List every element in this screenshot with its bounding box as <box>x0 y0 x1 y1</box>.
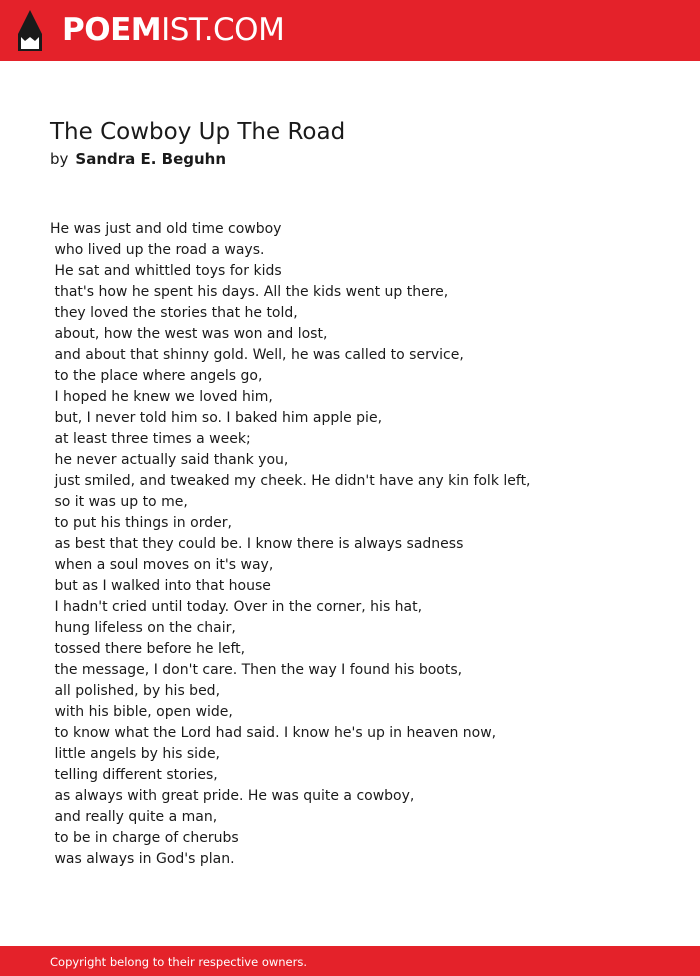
poem-line: to be in charge of cherubs <box>50 830 239 846</box>
poem-line: but as I walked into that house <box>50 578 271 594</box>
author-name: Sandra E. Beguhn <box>75 150 227 168</box>
poem-line: telling different stories, <box>50 767 218 783</box>
poem-line: hung lifeless on the chair, <box>50 620 236 636</box>
poem-line: I hadn't cried until today. Over in the corner, his hat, <box>50 599 423 615</box>
poem-line: to know what the Lord had said. I know he's up in heaven now, <box>50 725 497 741</box>
poem-line: who lived up the road a ways. <box>50 242 265 258</box>
pencil-tip-icon <box>18 10 42 51</box>
poem-line: He was just and old time cowboy <box>50 221 282 237</box>
poem-line: I hoped he knew we loved him, <box>50 389 273 405</box>
poem-line: he never actually said thank you, <box>50 452 289 468</box>
poem-line: tossed there before he left, <box>50 641 246 657</box>
poem-line: they loved the stories that he told, <box>50 305 298 321</box>
poem-body <box>50 219 670 870</box>
poem-line: as always with great pride. He was quite a cowboy, <box>50 788 415 804</box>
poem-line: little angels by his side, <box>50 746 221 762</box>
poem-line: that's how he spent his days. All the kids went up there, <box>50 284 449 300</box>
byline <box>50 149 226 169</box>
poem-line: just smiled, and tweaked my cheek. He didn't have any kin folk left, <box>50 473 531 489</box>
poem-line: the message, I don't care. Then the way I found his boots, <box>50 662 463 678</box>
poem-line: as best that they could be. I know there is always sadness <box>50 536 464 552</box>
by-label: by <box>50 150 69 168</box>
poem-line: about, how the west was won and lost, <box>50 326 328 342</box>
poem-line: to the place where angels go, <box>50 368 263 384</box>
copyright-notice: Copyright belong to their respective owners. <box>50 955 308 969</box>
poem-line: was always in God's plan. <box>50 851 235 867</box>
poem-line: to put his things in order, <box>50 515 232 531</box>
poem-line: at least three times a week; <box>50 431 251 447</box>
site-logo[interactable] <box>62 12 284 48</box>
poem-line: and about that shinny gold. Well, he was called to service, <box>50 347 464 363</box>
site-footer <box>0 946 700 976</box>
poem-line: but, I never told him so. I baked him apple pie, <box>50 410 383 426</box>
logo-light-text: IST.COM <box>161 12 285 48</box>
poem-line: and really quite a man, <box>50 809 218 825</box>
poem-line: He sat and whittled toys for kids <box>50 263 282 279</box>
poem-line: all polished, by his bed, <box>50 683 221 699</box>
poem-line: so it was up to me, <box>50 494 188 510</box>
poem-line: when a soul moves on it's way, <box>50 557 274 573</box>
logo-bold-text: POEM <box>62 12 162 48</box>
poem-line: with his bible, open wide, <box>50 704 233 720</box>
poem-title: The Cowboy Up The Road <box>50 119 346 145</box>
site-header <box>0 0 700 61</box>
